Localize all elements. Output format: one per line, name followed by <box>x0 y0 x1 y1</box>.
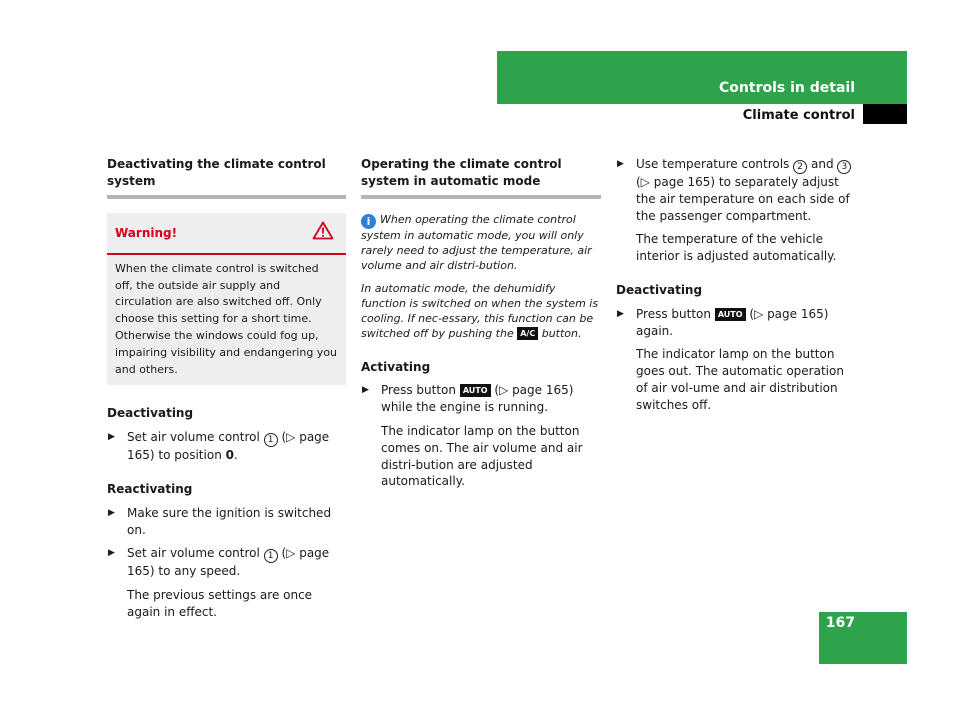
column-2 <box>361 156 601 497</box>
page-number: 167 <box>825 615 855 631</box>
text: When operating the climate control system in automatic mode, you will only rarely need to adjust the temperature, air volume and air distri-bution. <box>361 213 592 272</box>
paragraph: The previous settings are once again in effect. <box>127 588 313 619</box>
info-note <box>361 213 601 273</box>
auto-button-icon: AUTO <box>715 308 746 321</box>
heading-deactivating-climate: Deactivating the climate control system <box>107 156 346 199</box>
subhead-deactivating: Deactivating <box>107 406 194 421</box>
warning-header <box>107 213 346 255</box>
paragraph: The indicator lamp on the button comes on. The air volume and air distri-bution are adjusted automatically. <box>381 423 583 489</box>
bullet-triangle-icon: ▶ <box>362 385 369 396</box>
text: (▷ page 165) to separately adjust the air temperature on each side of the passenger compartment. <box>636 175 850 223</box>
list-item <box>616 306 858 340</box>
list-item <box>107 545 346 580</box>
list-item <box>361 382 601 416</box>
subhead-reactivating: Reactivating <box>107 481 193 496</box>
section-title: Controls in detail <box>719 80 855 96</box>
text: In automatic mode, the dehumidify function is switched on when the system is cooling. If nec-essary, this function can be switched off by pushing the <box>361 282 599 340</box>
control-number-badge: 2 <box>793 160 807 174</box>
bullet-triangle-icon: ▶ <box>617 308 624 319</box>
control-number-badge: 1 <box>264 433 278 447</box>
text: (▷ page 165) to any speed. <box>127 546 330 579</box>
paragraph: The indicator lamp on the button goes out. The automatic operation of air vol-ume and air distribution switches off. <box>636 347 844 412</box>
list-item <box>107 429 346 464</box>
position-value: 0 <box>225 448 234 463</box>
auto-button-icon: AUTO <box>460 384 491 397</box>
ac-button-icon: A/C <box>517 327 538 340</box>
text: (▷ page 165) again. <box>636 306 829 338</box>
column-1 <box>107 156 346 628</box>
text: Set air volume control <box>127 430 260 445</box>
header-black-tab <box>863 104 907 124</box>
text: . <box>233 448 238 463</box>
text: Press button <box>381 383 456 398</box>
heading-automatic-mode: Operating the climate control system in automatic mode <box>361 156 601 199</box>
text: Use temperature controls <box>636 157 790 171</box>
bullet-triangle-icon: ▶ <box>108 432 115 443</box>
info-note-2 <box>361 282 601 341</box>
bullet-triangle-icon: ▶ <box>617 159 624 169</box>
text: Press button <box>636 306 711 321</box>
text: (▷ page 165) to position <box>127 430 330 463</box>
paragraph: The temperature of the vehicle interior is adjusted automatically. <box>636 232 837 264</box>
bullet-triangle-icon: ▶ <box>108 548 115 559</box>
warning-box <box>107 213 346 385</box>
info-icon: i <box>361 214 376 229</box>
list-item <box>616 156 858 224</box>
header-green-band <box>497 51 907 104</box>
warning-body: When the climate control is switched off, the outside air supply and circulation are also switched off. Only choose this setting for a short time. Otherwise the windows could fog up, impairing visibility and endangering you and others. <box>115 261 338 376</box>
column-3 <box>616 156 858 421</box>
control-number-badge: 1 <box>264 549 278 563</box>
text: (▷ page 165) while the engine is running. <box>381 383 574 415</box>
text: button. <box>541 326 582 340</box>
warning-triangle-icon <box>312 221 334 245</box>
bullet-triangle-icon: ▶ <box>108 507 115 518</box>
list-item <box>107 505 346 539</box>
control-number-badge: 3 <box>837 160 851 174</box>
subhead-activating: Activating <box>361 359 431 374</box>
text: Make sure the ignition is switched on. <box>127 505 332 537</box>
subsection-title: Climate control <box>742 108 855 123</box>
text: Set air volume control <box>127 546 260 561</box>
warning-title: Warning! <box>115 225 178 240</box>
subhead-deactivating-auto: Deactivating <box>616 282 703 297</box>
text: and <box>810 157 834 171</box>
